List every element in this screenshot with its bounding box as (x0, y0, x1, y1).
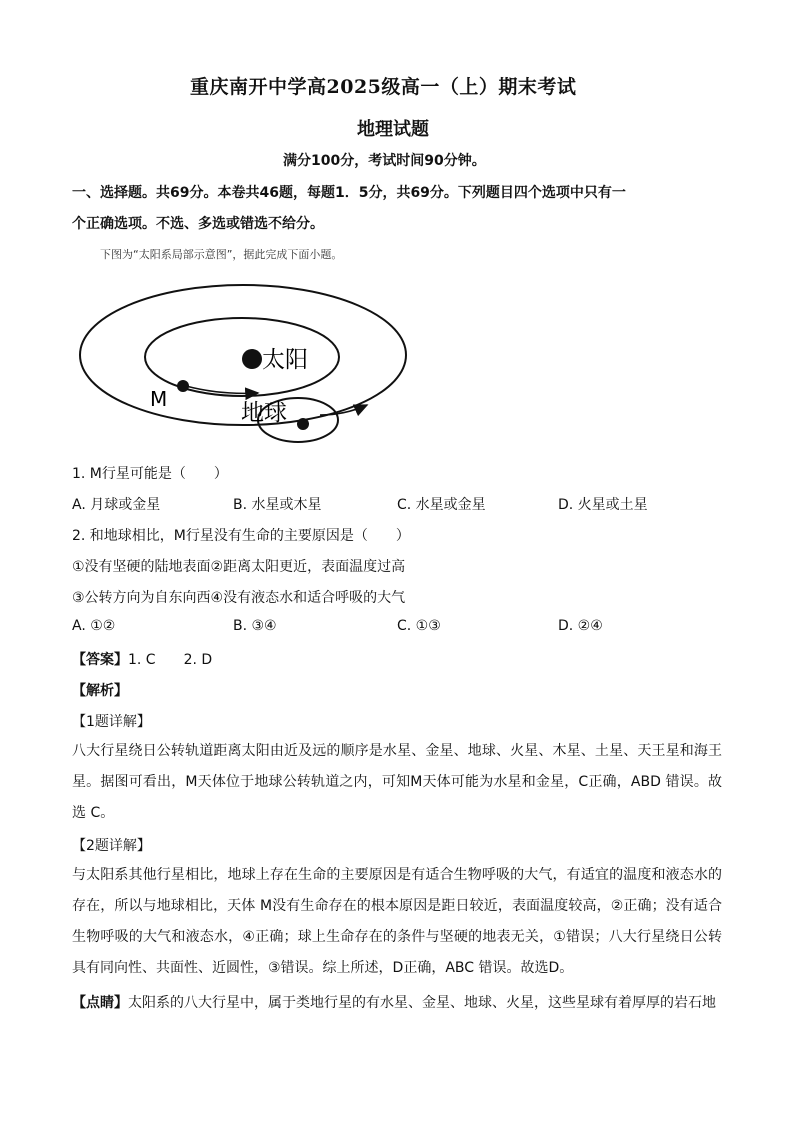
detail1-label: 【1题详解】 (72, 714, 151, 730)
q1-option-b: B. 水星或木星 (233, 497, 322, 513)
q1-option-c: C. 水星或金星 (397, 497, 486, 513)
q2-option-c: C. ①③ (397, 618, 441, 634)
sun-dot (242, 349, 262, 369)
note-line (72, 992, 716, 1012)
answer-line (72, 649, 212, 669)
earth-label: 地球 (241, 400, 287, 426)
note-text: 太阳系的八大行星中，属于类地行星的有水星、金星、地球、火星，这些星球有着厚厚的岩石地 (128, 995, 716, 1011)
q1-stem: 1. M行星可能是（ ） (72, 466, 228, 482)
q2-item-line2: ③公转方向为自东向西④没有液态水和适合呼吸的大气 (72, 590, 406, 606)
figure-intro: 下图为“太阳系局部示意图”，据此完成下面小题。 (100, 248, 343, 261)
analysis-label: 【解析】 (72, 683, 128, 699)
answer-text: 1. C 2. D (128, 652, 213, 668)
detail2-text: 与太阳系其他行星相比，地球上存在生命的主要原因是有适合生物呼吸的大气，有适宜的温度和液态水的存在，所以与地球相比，天体 M没有生命存在的根本原因是距日较近，表面温度较高，②正确；没有适合生物呼吸的大气和液态水，④正确；球上生命存在的条件与坚硬的地表无关，①错误；八大行星绕日公转具有同向性、共面性、近圆性，③错误。综上所述，D正确，ABC 错误。故选D。 (72, 867, 722, 976)
q2-item-line1: ①没有坚硬的陆地表面②距离太阳更近，表面温度过高 (72, 559, 406, 575)
m-orbit (145, 318, 339, 396)
q1-option-a: A. 月球或金星 (72, 497, 161, 513)
detail1-text: 八大行星绕日公转轨道距离太阳由近及远的顺序是水星、金星、地球、火星、木星、土星、天王星和海王星。据图可看出，M天体位于地球公转轨道之内，可知M天体可能为水星和金星，C正确，ABD 错误。故选 C。 (72, 743, 722, 821)
section-instructions-line1: 一、选择题。共69分。本卷共46题，每题1．5分，共69分。下列题目四个选项中只有一 (72, 185, 626, 201)
m-planet-label: M (150, 387, 168, 411)
subject-title: 地理试题 (357, 119, 429, 140)
q2-option-a: A. ①② (72, 618, 116, 634)
earth-dot (297, 418, 309, 430)
sun-label: 太阳 (262, 347, 308, 373)
answer-label: 【答案】 (72, 652, 128, 668)
score-info: 满分100分，考试时间90分钟。 (283, 153, 486, 169)
note-label: 【点睛】 (72, 995, 128, 1011)
q2-option-b: B. ③④ (233, 618, 277, 634)
m-planet-dot (177, 380, 189, 392)
exam-title: 重庆南开中学高2025级高一（上）期末考试 (190, 76, 577, 98)
q2-option-d: D. ②④ (558, 618, 603, 634)
solar-system-diagram (70, 275, 420, 455)
q2-stem: 2. 和地球相比，M行星没有生命的主要原因是（ ） (72, 528, 410, 544)
detail2-label: 【2题详解】 (72, 838, 151, 854)
section-instructions-line2: 个正确选项。不选、多选或错选不给分。 (72, 216, 324, 232)
q1-option-d: D. 火星或土星 (558, 497, 648, 513)
